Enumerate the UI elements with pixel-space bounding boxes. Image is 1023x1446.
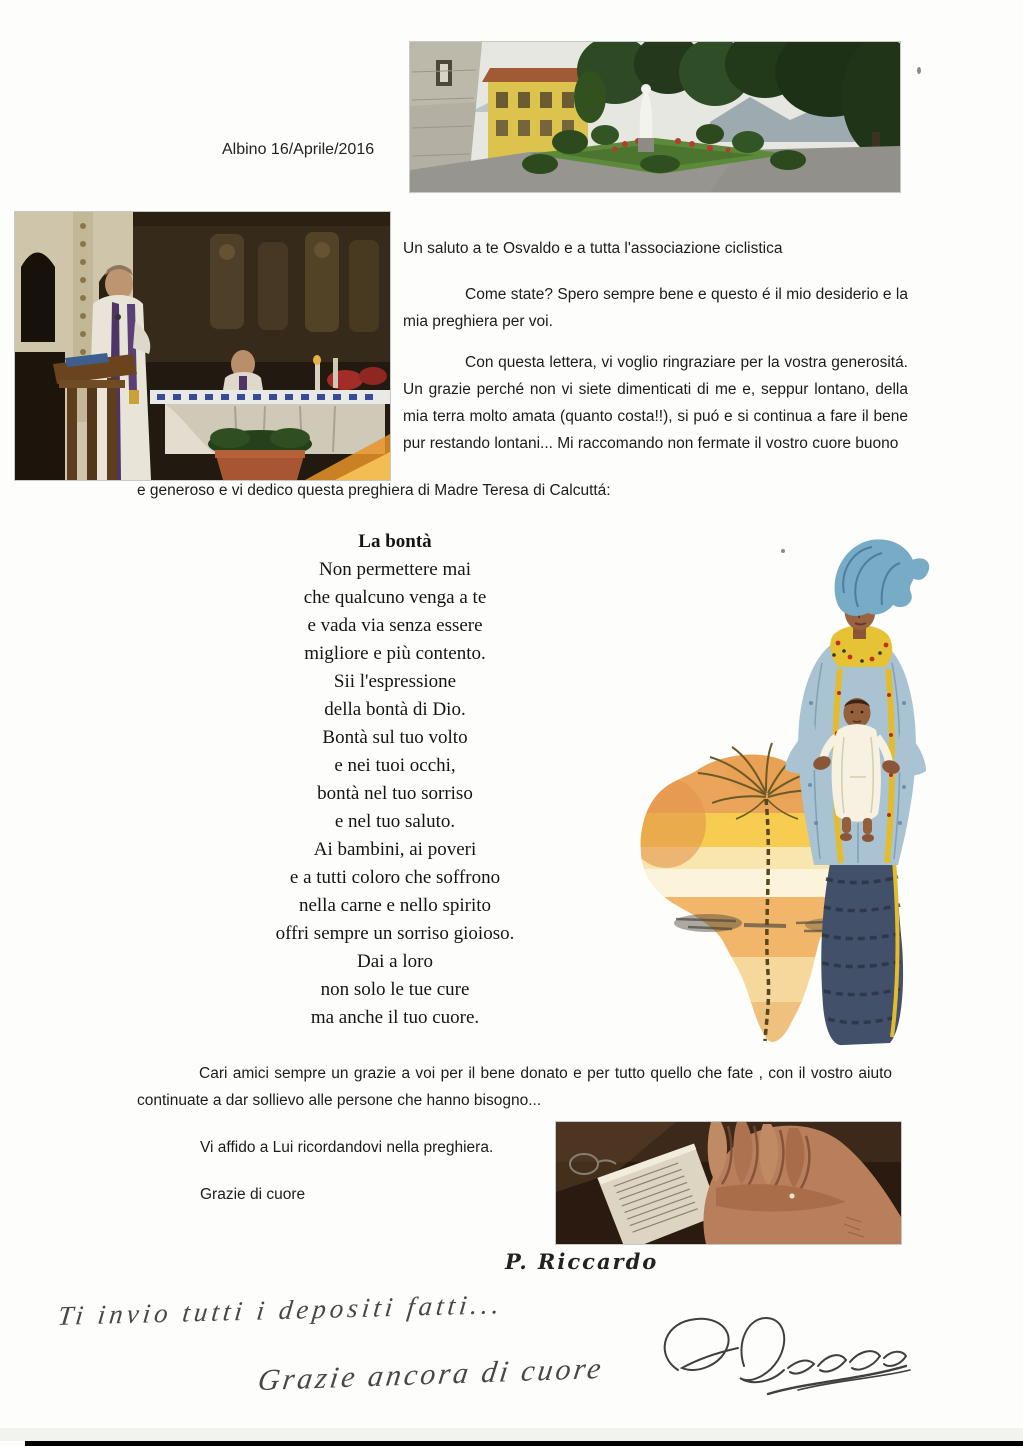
poem-line: bontà nel tuo sorriso — [317, 783, 473, 804]
printed-signature: P. Riccardo — [505, 1249, 659, 1274]
poem-line: migliore e più contento. — [304, 643, 486, 664]
letter-paragraph-thanks-continuation: e generoso e vi dedico questa preghiera di Madre Teresa di Calcuttá: — [137, 482, 611, 499]
letter-thank-you: Grazie di cuore — [200, 1186, 306, 1203]
flower-pot — [208, 428, 312, 480]
poem-title: La bontà — [358, 531, 432, 552]
letter-greeting: Un saluto a te Osvaldo e a tutta l'associazione ciclistica — [403, 240, 783, 257]
poem-line: offri sempre un sorriso gioioso. — [275, 923, 515, 944]
poem-line: della bontà di Dio. — [324, 699, 466, 720]
letter-paragraph-entrust: Vi affido a Lui ricordandovi nella preghiera. — [200, 1139, 494, 1156]
poem-line: e a tutti coloro che soffrono — [289, 867, 501, 888]
poem-line: nella carne e nello spirito — [298, 895, 492, 916]
poem-line: e nel tuo saluto. — [334, 811, 456, 832]
poem-line: e nei tuoi occhi, — [334, 755, 456, 776]
poem-line: Sii l'espressione — [333, 671, 457, 692]
praying-hands-photo — [556, 1122, 901, 1244]
headwrap-tail — [908, 558, 929, 579]
letter-paragraph-thanks: Con questa lettera, vi voglio ringraziare per la vostra generositá. Un grazie perché non vi siete dimenticati di me e, seppur lontano, della mia terra molto amata (quanto costa!!), si puó e si continua a fare il bene pur restando lontani... Mi raccomando non fermate il vostro cuore buono — [403, 354, 908, 452]
poem-line: ma anche il tuo cuore. — [310, 1007, 480, 1028]
poem-line: Dai a loro — [357, 951, 433, 972]
poem-line: Non permettere mai — [319, 559, 471, 580]
scan-speck — [917, 67, 921, 74]
handwritten-note-line2: Grazie ancora di cuore — [255, 1351, 606, 1398]
church-photo — [15, 212, 390, 480]
headwrap — [835, 539, 916, 616]
africa-madonna-illustration — [636, 523, 936, 1055]
poem-line: Ai bambini, ai poveri — [313, 839, 477, 860]
poem-line: e vada via senza essere — [307, 615, 483, 636]
fresco-wall — [133, 212, 390, 362]
ring-highlight — [789, 1193, 794, 1198]
letter-paragraph-friends: Cari amici sempre un grazie a voi per il bene donato e per tutto quello che fate , con il vostro aiuto continuate a dar sollievo alle persone che hanno bisogno... — [137, 1065, 892, 1109]
scan-shadow-strip — [0, 1428, 1023, 1441]
garden-photo — [410, 42, 900, 192]
poem-line: non solo le tue cure — [320, 979, 470, 1000]
letter-paragraph-how-are-you: Come state? Spero sempre bene e questo é il mio desiderio e la mia preghiera per voi. — [403, 286, 908, 330]
footer-scan-bar — [25, 1441, 1023, 1446]
poem-line: che qualcuno venga a te — [303, 587, 487, 608]
handwritten-signature — [648, 1308, 918, 1418]
handwritten-note-line1: Ti invio tutti i depositi fatti... — [56, 1289, 505, 1331]
poem-la-bonta — [235, 528, 555, 1032]
letter-date: Albino 16/Aprile/2016 — [222, 141, 375, 158]
poem-line: Bontà sul tuo volto — [322, 727, 468, 748]
